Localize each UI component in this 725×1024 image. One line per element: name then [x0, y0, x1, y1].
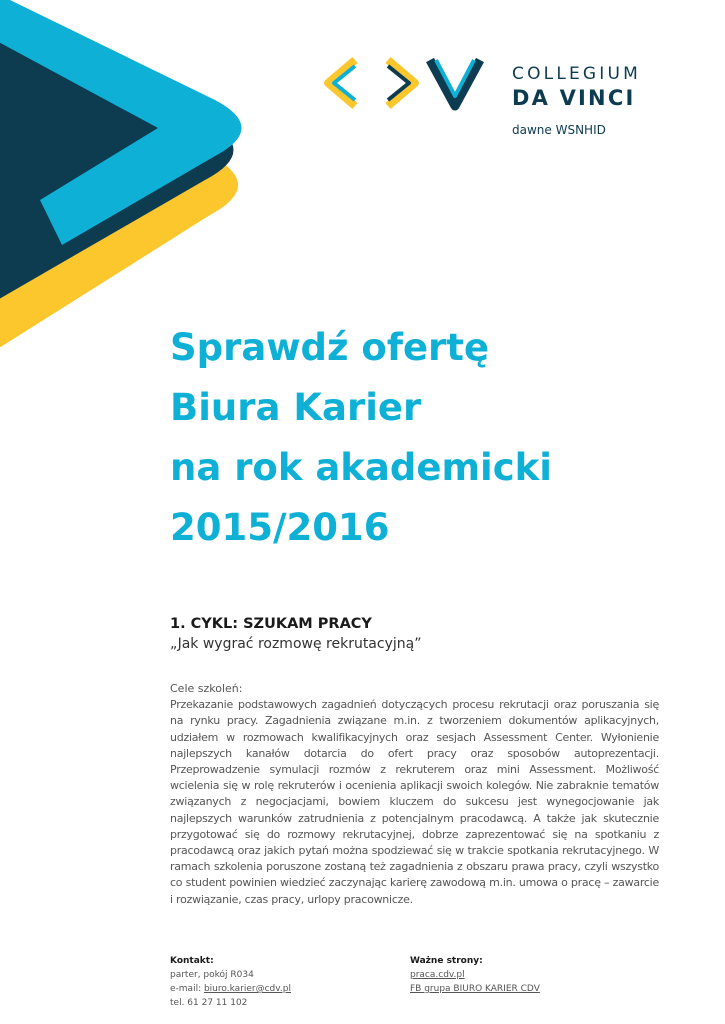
contact-block: [170, 954, 370, 1010]
title-line: Sprawdź ofertę: [170, 326, 490, 369]
contact-phone: tel. 61 27 11 102: [170, 998, 248, 1008]
title-line: Biura Karier: [170, 386, 422, 429]
email-link[interactable]: biuro.karier@cdv.pl: [203, 984, 291, 994]
logo-line-former-name: dawne WSNHID: [512, 123, 606, 137]
title-line: na rok akademicki: [170, 446, 552, 489]
contact-email-line: [170, 982, 370, 996]
cdv-mark-icon: [322, 56, 492, 111]
logo-line-da-vinci: DA VINCI: [512, 86, 636, 110]
site-link[interactable]: praca.cdv.pl: [410, 970, 465, 980]
email-label: e-mail:: [170, 984, 204, 994]
section-body: [170, 681, 659, 908]
contact-title: Kontakt:: [170, 956, 214, 966]
title-line: 2015/2016: [170, 506, 390, 549]
goals-paragraph: Przekazanie podstawowych zagadnień dotyczących procesu rekrutacji oraz poruszania się na rynku pracy. Zagadnienia związane m.in. z tworzeniem dokumentów aplikacyjnych, udziałem w rozmowach kwalifikacyjnych oraz sesjach Assessment Center. Wyłonienie najlepszych kanałów dotarcia do ofert pracy oraz sposobów autoprezentacji. Przeprowadzenie symulacji rozmów z rekruterem oraz mini Assessment. Możliwość wcielenia się w rolę rekruterów i ocenienia aplikacji swoich kolegów. Nie zabraknie tematów związanych z negocjacjami, bowiem kluczem do sukcesu jest wynegocjowanie jak najlepszych warunków zatrudnienia z potencjalnym pracodawcą. A także jak skutecznie przygotować się do rozmowy rekrutacyjnej, dobrze zaprezentować się na spotkaniu z pracodawcą oraz jakich pytań można spodziewać się w trakcie spotkania rekrutacyjnego. W ramach szkolenia poruszone zostaną też zagadnienia z obszaru prawa pracy, czyli wszystko co student powinien wiedzieć zaczynając karierę zawodową m.in. umowa o pracę – zawarcie i rozwiązanie, czas pracy, urlopy pracownicze.: [170, 698, 659, 906]
contact-location: parter, pokój R034: [170, 970, 254, 980]
goals-label: Cele szkoleń:: [170, 682, 243, 695]
facebook-group-link[interactable]: FB grupa BIURO KARIER CDV: [410, 984, 540, 994]
cdv-logo: [322, 56, 682, 146]
section-subtitle: „Jak wygrać rozmowę rekrutacyjną”: [170, 636, 422, 652]
page-title: [170, 318, 690, 558]
section-heading: 1. CYKL: SZUKAM PRACY: [170, 616, 372, 632]
links-title: Ważne strony:: [410, 956, 483, 966]
links-block: [410, 954, 630, 996]
section-header: [170, 616, 660, 652]
logo-line-collegium: COLLEGIUM: [512, 64, 642, 84]
